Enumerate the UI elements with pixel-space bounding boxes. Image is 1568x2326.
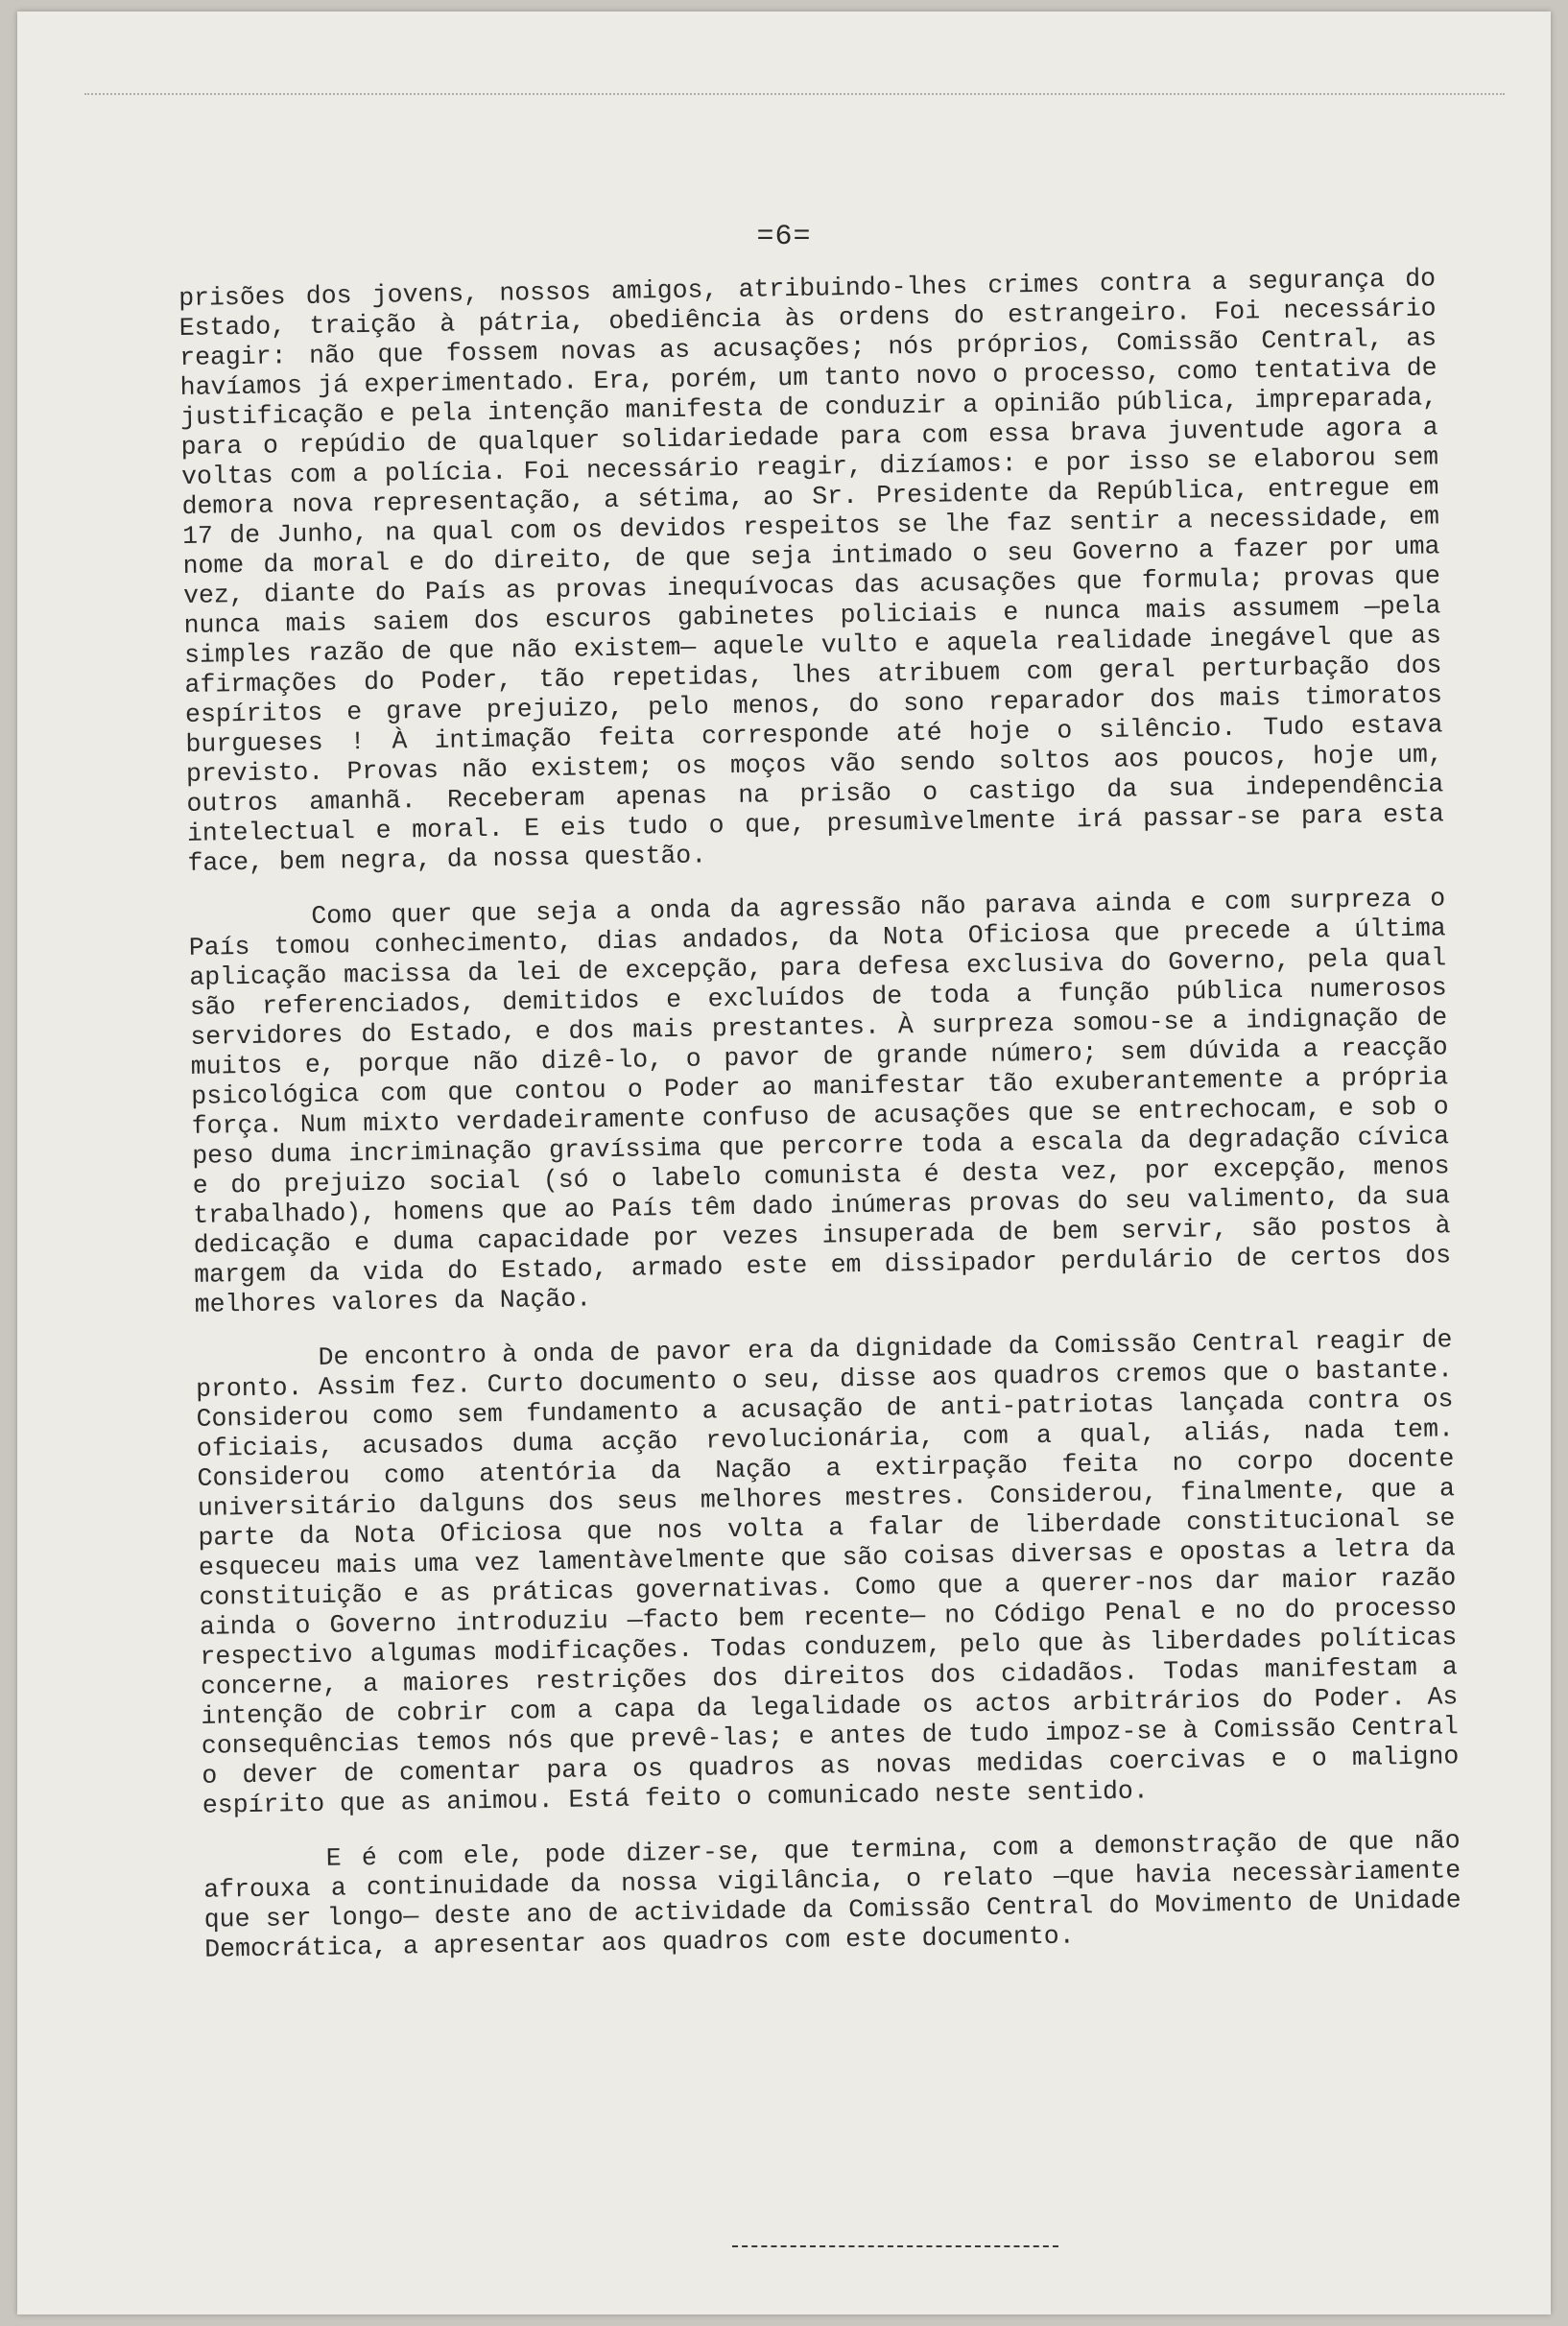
paragraph-conclusion: E é com ele, pode dizer-se, que termina, com a demonstração de que não afrouxa a continuidade da nossa vigilância, o relato —que havia necessàriamente que ser longo— deste ano de actividade da Comissão Central do Movimento de Unidade Democrática, a apresentar aos quadros com este documento. (203, 1826, 1461, 1964)
typewritten-page (17, 12, 1551, 2314)
paragraph-continuation: prisões dos jovens, nossos amigos, atribuindo-lhes crimes contra a segurança do Estado, traição à pátria, obediência às ordens do estrangeiro. Foi necessário reagir: não que fossem novas as acusações; nós próprios, Comissão Central, as havíamos já experimentado. Era, porém, um tanto novo o processo, como tentativa de justificação e pela intenção manifesta de conduzir a opinião pública, impreparada, para o repúdio de qualquer solidariedade para com essa brava juventude agora a voltas com a polícia. Foi necessário reagir, dizíamos: e por isso se elaborou sem demora nova representação, a sétima, ao Sr. Presidente da República, entregue em 17 de Junho, na qual com os devidos respeitos se lhe faz sentir a necessidade, em nome da moral e do direito, de que seja intimado o seu Governo a fazer por uma vez, diante do País as provas inequívocas das acusações que formula; provas que nunca mais saiem dos escuros gabinetes policiais e nunca mais assumem —pela simples razão de que não existem— aquele vulto e aquela realidade inegável que as afirmações do Poder, tão repetidas, lhes atribuem com geral perturbação dos espíritos e grave prejuizo, pelo menos, do sono reparador dos mais timoratos burgueses ! À intimação feita corresponde até hoje o silêncio. Tudo estava previsto. Provas não existem; os moços vão sendo soltos aos poucos, hoje um, outros amanhã. Receberam apenas na prisão o castigo da sua independência intelectual e moral. E eis tudo o que, presumìvelmente irá passar-se para esta face, bem negra, da nossa questão. (178, 264, 1445, 878)
header-smudge-marks (84, 93, 1505, 133)
page-number: =6= (756, 221, 812, 253)
closing-dashed-rule (732, 2245, 1058, 2247)
paragraph-onda-de-pavor: De encontro à onda de pavor era da dignidade da Comissão Central reagir de pronto. Assim fez. Curto documento o seu, disse aos quadros cremos que o bastante. Considerou como sem fundamento a acusação de anti-patriotas lançada contra os oficiais, acusados duma acção revolucionária, com a qual, aliás, nada tem. Considerou como atentória da Nação a extirpação feita no corpo docente universitário dalguns dos seus melhores mestres. Considerou, finalmente, que a parte da Nota Oficiosa que nos volta a falar de liberdade constitucional se esqueceu mais uma vez lamentàvelmente que são coisas diversas e opostas a letra da constituição e as práticas governativas. Como que a querer-nos dar maior razão ainda o Governo introduziu —facto bem recente— no Código Penal e no do processo respectivo algumas modificações. Todas conduzem, pelo que às liberdades políticas concerne, a maiores restrições dos direitos dos cidadãos. Todas manifestam a intenção de cobrir com a capa da legalidade os actos arbitrários do Poder. As consequências temos nós que prevê-las; e antes de tudo impoz-se à Comissão Central o dever de comentar para os quadros as novas medidas coercivas e o maligno espírito que as animou. Está feito o comunicado neste sentido. (195, 1325, 1460, 1820)
paragraph-onda-da-agressao: Como quer que seja a onda da agressão não parava ainda e com surpreza o País tomou conhecimento, dias andados, da Nota Oficiosa que precede a última aplicação macissa da lei de excepção, para defesa exclusiva do Governo, pela qual são referenciados, demitidos e excluídos de toda a função pública numerosos servidores do Estado, e dos mais prestantes. À surpreza somou-se a indignação de muitos e, porque não dizê-lo, o pavor de grande número; sem dúvida a reacção psicológica com que contou o Poder ao manifestar tão exuberantemente a própria força. Num mixto verdadeiramente confuso de acusações que se entrechocam, e sob o peso duma incriminação gravíssima que percorre toda a escala da degradação cívica e do prejuizo social (só o labelo comunista é desta vez, por excepção, menos trabalhado), homens que ao País têm dado inúmeras provas do seu valimento, da sua dedicação e duma capacidade por vezes insuperada de bem servir, são postos à margem da vida do Estado, armado este em dissipador perdulário de certos dos melhores valores da Nação. (188, 884, 1452, 1319)
body-text (178, 264, 1462, 1989)
